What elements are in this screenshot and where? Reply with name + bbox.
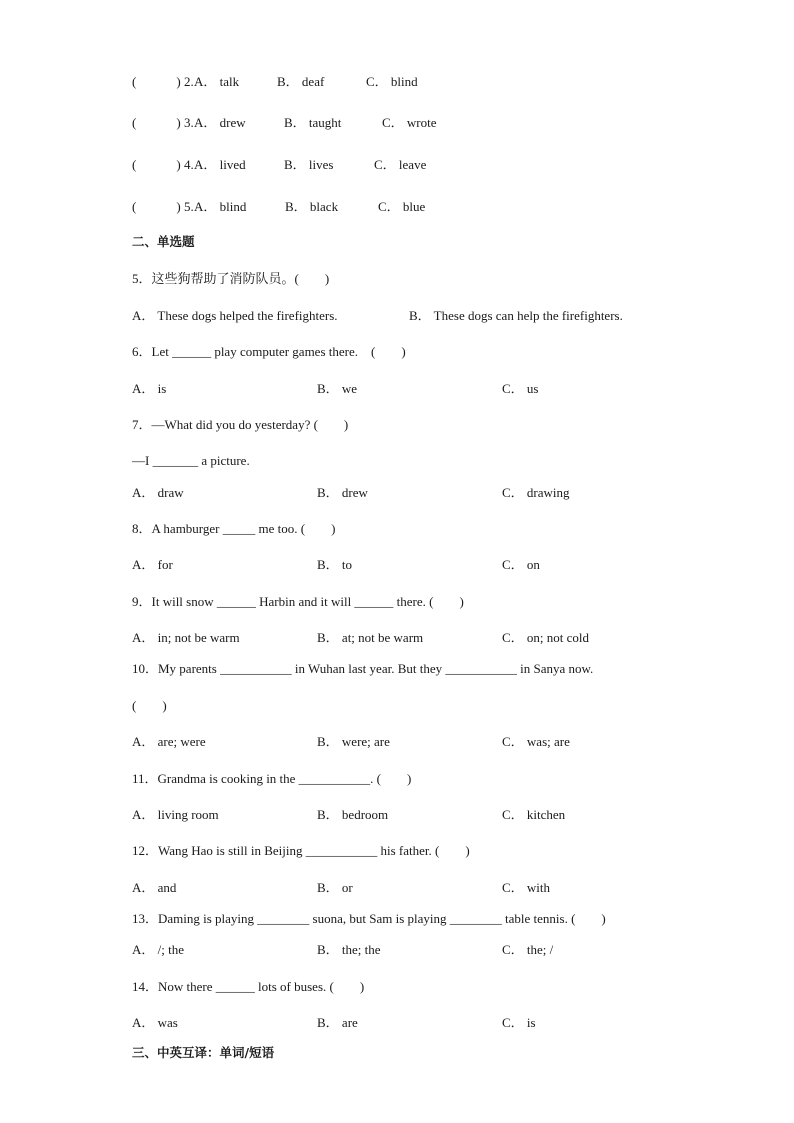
option-b[interactable]: B． black (285, 199, 339, 214)
option-a[interactable]: A． and (132, 880, 177, 895)
question-stem-line-2: ( ) (132, 698, 167, 713)
listening-item-4 (132, 157, 194, 173)
option-c[interactable]: C． on (502, 557, 540, 572)
option-b[interactable]: B． lives (284, 157, 334, 172)
question-stem: 12．Wang Hao is still in Beijing ___________ his father. ( ) (132, 843, 470, 858)
option-a[interactable]: A． living room (132, 807, 219, 822)
question-stem: 8．A hamburger _____ me too. ( ) (132, 521, 336, 536)
question-stem: 6．Let ______ play computer games there. ( ) (132, 344, 406, 359)
item-number: 4. (183, 157, 194, 172)
question-stem-line-2: —I _______ a picture. (132, 453, 250, 468)
question-stem: 9．It will snow ______ Harbin and it will ______ there. ( ) (132, 594, 464, 609)
option-c[interactable]: C． blue (378, 199, 426, 214)
option-a[interactable]: A． drew (194, 115, 246, 130)
question-stem: 10．My parents ___________ in Wuhan last year. But they ___________ in Sanya now. (132, 661, 594, 676)
option-b[interactable]: B． were; are (317, 734, 390, 749)
option-a[interactable]: A． was (132, 1015, 178, 1030)
option-b[interactable]: B． or (317, 880, 353, 895)
question-stem: 5．这些狗帮助了消防队员。( ) (132, 271, 330, 286)
option-a[interactable]: A． These dogs helped the firefighters. (132, 308, 338, 323)
option-c[interactable]: C． us (502, 381, 539, 396)
option-a[interactable]: A． in; not be warm (132, 630, 240, 645)
listening-item-2 (132, 74, 194, 90)
option-b[interactable]: B． are (317, 1015, 358, 1030)
option-a[interactable]: A． blind (194, 199, 247, 214)
listening-item-5 (132, 199, 194, 215)
option-a[interactable]: A． are; were (132, 734, 206, 749)
option-a[interactable]: A． lived (194, 157, 246, 172)
item-number: 3. (183, 115, 194, 130)
option-a[interactable]: A． talk (194, 74, 240, 89)
option-a[interactable]: A． for (132, 557, 173, 572)
listening-item-3 (132, 115, 194, 131)
option-c[interactable]: C． leave (374, 157, 427, 172)
option-b[interactable]: B． the; the (317, 942, 381, 957)
answer-paren[interactable]: ( ) (132, 74, 181, 89)
option-c[interactable]: C． with (502, 880, 551, 895)
option-b[interactable]: B． we (317, 381, 358, 396)
option-c[interactable]: C． kitchen (502, 807, 566, 822)
option-a[interactable]: A． /; the (132, 942, 184, 957)
question-stem: 14．Now there ______ lots of buses. ( ) (132, 979, 365, 994)
option-c[interactable]: C． wrote (382, 115, 437, 130)
question-stem: 11．Grandma is cooking in the ___________. ( ) (132, 771, 412, 786)
section-title: 二、单选题 (132, 234, 195, 249)
answer-paren[interactable]: ( ) (132, 199, 181, 214)
answer-paren[interactable]: ( ) (132, 157, 181, 172)
answer-paren[interactable]: ( ) (132, 115, 181, 130)
question-stem: 7．—What did you do yesterday? ( ) (132, 417, 349, 432)
option-b[interactable]: B． taught (284, 115, 342, 130)
option-b[interactable]: B． to (317, 557, 353, 572)
item-number: 5. (183, 199, 194, 214)
option-a[interactable]: A． is (132, 381, 167, 396)
option-c[interactable]: C． the; / (502, 942, 554, 957)
option-b[interactable]: B． deaf (277, 74, 325, 89)
option-b[interactable]: B． These dogs can help the firefighters. (409, 308, 623, 323)
section-title: 三、中英互译：单词/短语 (132, 1045, 275, 1060)
option-b[interactable]: B． bedroom (317, 807, 389, 822)
question-stem: 13．Daming is playing ________ suona, but Sam is playing ________ table tennis. ( ) (132, 911, 606, 926)
option-c[interactable]: C． on; not cold (502, 630, 590, 645)
option-c[interactable]: C． drawing (502, 485, 570, 500)
item-number: 2. (183, 74, 194, 89)
option-a[interactable]: A． draw (132, 485, 184, 500)
option-b[interactable]: B． drew (317, 485, 368, 500)
option-c[interactable]: C． was; are (502, 734, 570, 749)
option-c[interactable]: C． blind (366, 74, 418, 89)
option-b[interactable]: B． at; not be warm (317, 630, 424, 645)
option-c[interactable]: C． is (502, 1015, 536, 1030)
